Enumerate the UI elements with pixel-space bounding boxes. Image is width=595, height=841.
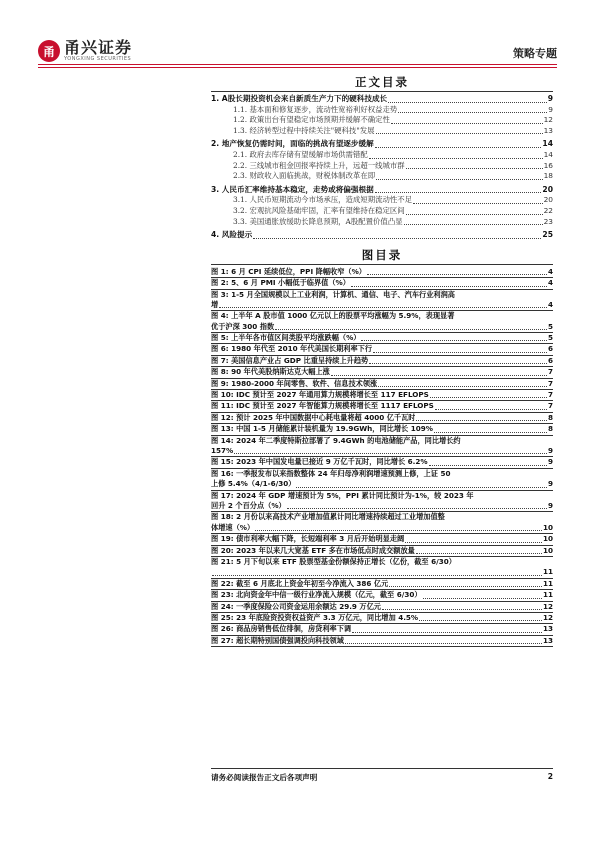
figure-caption: 图 7: 美国信息产业占 GDP 比重呈持续上升趋势 xyxy=(211,355,369,365)
figure-caption: 图 19: 债市利率大幅下降，长短端利率 3 月后开始明显走阔 xyxy=(211,534,405,544)
leader-dots xyxy=(404,224,543,225)
figure-caption: 图 3: 1-5 月全国规模以上工业利润，计算机、通信、电子、汽车行业利润高 xyxy=(211,289,455,299)
leader-dots xyxy=(219,307,547,308)
figure-caption-tail-line xyxy=(211,300,553,310)
toc-subsection-item[interactable] xyxy=(211,171,553,182)
toc-section-heading-page: 25 xyxy=(542,230,553,240)
figure-page: 9 xyxy=(547,479,553,489)
leader-dots xyxy=(389,586,542,587)
figure-page: 8 xyxy=(547,424,553,434)
leader-dots xyxy=(275,329,547,330)
leader-dots xyxy=(287,508,547,509)
figure-page: 12 xyxy=(542,601,553,611)
toc-section-heading[interactable] xyxy=(211,94,553,105)
figure-caption-continuation: 增 xyxy=(211,299,219,309)
figure-page: 6 xyxy=(547,355,553,365)
figure-list-item[interactable] xyxy=(211,278,553,289)
toc-subsection-item[interactable] xyxy=(211,206,553,217)
figure-page: 11 xyxy=(542,567,553,577)
figure-page: 12 xyxy=(542,612,553,622)
figure-caption: 图 23: 北向资金年中信一级行业净流入规模（亿元，截至 6/30） xyxy=(211,590,422,600)
leader-dots xyxy=(373,352,547,353)
toc-title: 正文目录 xyxy=(355,75,409,89)
leader-dots xyxy=(406,214,543,215)
figure-caption-continuation: 上修 5.4%（4/1-6/30） xyxy=(211,479,296,489)
header-divider xyxy=(38,64,557,65)
figure-caption: 图 27: 超长期特别国债强调投向科技领域 xyxy=(211,635,344,645)
figure-list-item[interactable] xyxy=(211,267,553,278)
toc-subsection-item-page: 14 xyxy=(543,149,553,159)
figure-caption: 图 20: 2023 年以来几大宽基 ETF 多在市场低点时成交额放量 xyxy=(211,545,415,555)
figure-toc-list xyxy=(211,267,553,647)
figure-caption-continuation: 回升 2 个百分点（%） xyxy=(211,500,286,510)
toc-subsection-item-page: 22 xyxy=(543,205,553,215)
toc-title-rule xyxy=(211,91,553,92)
figure-caption: 图 5: 上半年各市值区间类股平均涨跌幅（%） xyxy=(211,333,361,343)
toc-subsection-item-label: 2.1. 政府去库存储有望缓解市场供需错配 xyxy=(233,149,368,159)
figure-caption: 图 9: 1980-2000 年间零售、软件、信息技术领涨 xyxy=(211,378,378,388)
figure-list-item[interactable] xyxy=(211,512,553,534)
figure-caption: 图 18: 2 月份以来高技术产业增加值累计同比增速持续超过工业增加值整 xyxy=(211,512,445,522)
figure-caption: 图 6: 1980 年代至 2010 年代美国长期利率下行 xyxy=(211,344,373,354)
figure-page: 10 xyxy=(542,545,553,555)
figure-page: 7 xyxy=(547,390,553,400)
leader-dots xyxy=(361,340,547,341)
toc-section-heading-page: 20 xyxy=(542,184,553,194)
leader-dots xyxy=(369,363,547,364)
figure-caption: 图 11: IDC 预计至 2027 年智能算力规模将增长至 1117 EFLOPS xyxy=(211,401,434,411)
figure-caption-continuation: 157% xyxy=(211,446,234,455)
figure-page: 9 xyxy=(547,446,553,455)
leader-dots xyxy=(375,147,542,148)
leader-dots xyxy=(253,238,541,239)
toc-section xyxy=(211,185,553,227)
figure-caption: 图 4: 上半年 A 股市值 1000 亿元以上的股票平均涨幅为 5.9%，表现显著 xyxy=(211,311,455,321)
company-logo xyxy=(38,40,132,62)
figure-caption: 图 22: 截至 6 月底北上资金年初至今净流入 386 亿元 xyxy=(211,578,389,588)
figure-page: 4 xyxy=(547,266,553,276)
toc-subsection-item-label: 2.2. 三线城市租金回报率持续上升，远超一线城市群 xyxy=(233,160,405,170)
leader-dots xyxy=(406,168,543,169)
figure-list-item[interactable] xyxy=(211,290,553,312)
leader-dots xyxy=(378,386,547,387)
figure-caption: 图 15: 2023 年中国发电量已接近 9 万亿千瓦时，同比增长 6.2% xyxy=(211,457,428,467)
logo-name-en: YONGXING SECURITIES xyxy=(64,56,132,62)
figure-list-item[interactable] xyxy=(211,401,553,412)
figure-list-item[interactable] xyxy=(211,424,553,435)
report-type-label: 策略专题 xyxy=(513,47,557,60)
figure-caption: 图 26: 商品房销售低位徘徊，房贷利率下调 xyxy=(211,624,352,634)
toc-subsection-item-label: 3.1. 人民币短期流动今市场承压，造成短期流动性不足 xyxy=(233,195,413,205)
figure-caption: 图 21: 5 月下旬以来 ETF 股票型基金份额保持正增长（亿份，截至 6/30） xyxy=(211,556,456,566)
figure-list-item[interactable] xyxy=(211,311,553,333)
figure-page: 7 xyxy=(547,378,553,388)
toc-subsection-item-page: 12 xyxy=(543,115,553,125)
figure-page: 7 xyxy=(547,367,553,377)
figure-caption-continuation: 优于沪深 300 指数 xyxy=(211,321,275,331)
toc-subsection-item[interactable] xyxy=(211,126,553,137)
leader-dots xyxy=(416,553,542,554)
figure-page: 10 xyxy=(542,534,553,544)
page-header xyxy=(0,0,595,70)
figure-list-item[interactable] xyxy=(211,457,553,468)
toc-subsection-item-label: 1.2. 政策出台有望稳定市场预期并缓解不确定性 xyxy=(233,115,390,125)
toc-section-heading-label: 3. 人民币汇率维持基本稳定，走势或将偏强根据 xyxy=(211,184,374,194)
leader-dots xyxy=(331,375,547,376)
figure-list-title: 图目录 xyxy=(361,247,403,262)
figure-page: 11 xyxy=(542,578,553,588)
figure-caption: 图 14: 2024 年二季度特斯拉部署了 9.4GWh 的电池储能产品，同比增长约 xyxy=(211,435,461,445)
leader-dots xyxy=(398,112,547,113)
figure-list-item[interactable] xyxy=(211,546,553,557)
toc-subsection-item[interactable] xyxy=(211,161,553,172)
leader-dots xyxy=(416,420,547,421)
figure-page: 10 xyxy=(542,522,553,532)
figure-page: 5 xyxy=(547,333,553,343)
figure-list-item[interactable] xyxy=(211,413,553,424)
logo-mark-icon: 甬 xyxy=(38,40,60,62)
figure-list-item[interactable] xyxy=(211,469,553,491)
leader-dots xyxy=(376,179,542,180)
leader-dots xyxy=(419,620,542,621)
figure-list-item[interactable] xyxy=(211,579,553,590)
figure-list-item[interactable] xyxy=(211,624,553,635)
toc-subsection-item-page: 16 xyxy=(543,160,553,170)
page-number: 2 xyxy=(547,772,553,781)
leader-dots xyxy=(429,465,547,466)
figure-caption-tail-line xyxy=(211,479,553,489)
toc-section-heading-page: 9 xyxy=(547,94,553,103)
leader-dots xyxy=(376,133,543,134)
text-toc-list xyxy=(211,94,553,241)
figure-page: 8 xyxy=(547,412,553,422)
leader-dots xyxy=(405,542,542,543)
figure-list-item[interactable] xyxy=(211,379,553,390)
toc-subsection-item-label: 1.1. 基本面和修复逐步，流动性宽裕利好权益走势 xyxy=(233,104,398,114)
figure-caption: 图 1: 6 月 CPI 延续低位，PPI 降幅收窄（%） xyxy=(211,266,366,276)
toc-section-heading[interactable] xyxy=(211,185,553,196)
figure-caption-tail-line xyxy=(211,523,553,533)
figure-caption-tail-line xyxy=(211,322,553,332)
figure-caption: 图 8: 90 年代美股纳斯达克大幅上涨 xyxy=(211,367,330,377)
figure-list-item[interactable] xyxy=(211,557,553,579)
leader-dots xyxy=(391,123,543,124)
toc-section-heading-label: 4. 风险提示 xyxy=(211,230,253,240)
figure-list-item[interactable] xyxy=(211,390,553,401)
toc-subsection-item-label: 3.2. 宏观抗风险基础牢固，汇率有望维持在稳定区间 xyxy=(233,205,405,215)
toc-subsection-item[interactable] xyxy=(211,115,553,126)
toc-subsection-item-page: 20 xyxy=(543,195,553,205)
leader-dots xyxy=(234,453,547,454)
toc-section-heading-label: 1. A股长期投资机会来自新质生产力下的硬科技成长 xyxy=(211,94,388,103)
figure-caption-tail-line xyxy=(211,567,553,577)
figure-page: 4 xyxy=(547,299,553,309)
leader-dots xyxy=(423,598,542,599)
logo-name-cn: 甬兴证券 xyxy=(64,38,133,57)
contents-column xyxy=(211,74,553,647)
figure-list-item[interactable] xyxy=(211,491,553,513)
figure-list-item[interactable] xyxy=(211,602,553,613)
figure-list-item[interactable] xyxy=(211,333,553,344)
figure-page: 6 xyxy=(547,344,553,354)
toc-section-heading[interactable] xyxy=(211,139,553,150)
leader-dots xyxy=(388,102,547,103)
footer-disclaimer: 请务必阅读报告正文后各项声明 xyxy=(211,773,318,782)
figure-page: 5 xyxy=(547,321,553,331)
toc-section-heading-label: 2. 地产恢复仍需时间，面临的挑战有望逐步缓解 xyxy=(211,139,374,149)
toc-subsection-item-label: 1.3. 经济转型过程中持续关注"硬科技"发展 xyxy=(233,125,375,135)
figure-caption-continuation: 体增速（%） xyxy=(211,522,255,532)
toc-subsection-item-page: 9 xyxy=(548,104,553,114)
figure-caption: 图 25: 23 年底险资投资权益资产 3.3 万亿元，同比增加 4.5% xyxy=(211,612,419,622)
figure-caption-tail-line xyxy=(211,501,553,511)
toc-section-heading-page: 14 xyxy=(542,139,553,149)
toc-subsection-item[interactable] xyxy=(211,217,553,228)
figure-page: 7 xyxy=(547,401,553,411)
toc-subsection-item-page: 23 xyxy=(543,216,553,226)
toc-subsection-item[interactable] xyxy=(211,105,553,116)
leader-dots xyxy=(382,609,542,610)
leader-dots xyxy=(413,203,543,204)
header-divider-thin xyxy=(38,67,557,68)
figure-caption: 图 12: 预计 2025 年中国数据中心耗电量将超 4000 亿千瓦时 xyxy=(211,412,416,422)
figure-list-item[interactable] xyxy=(211,367,553,378)
figure-page: 9 xyxy=(547,500,553,510)
toc-section-heading[interactable] xyxy=(211,230,553,241)
leader-dots xyxy=(367,274,547,275)
toc-section xyxy=(211,230,553,241)
leader-dots xyxy=(212,575,542,576)
toc-section xyxy=(211,94,553,136)
figure-caption: 图 16: 一季报发布以来指数整体 24 年归母净利润增速预测上修，上证 50 xyxy=(211,468,451,478)
toc-subsection-item[interactable] xyxy=(211,150,553,161)
figure-caption: 图 24: 一季度保险公司资金运用余额达 29.9 万亿元 xyxy=(211,601,381,611)
leader-dots xyxy=(255,530,542,531)
leader-dots xyxy=(352,632,542,633)
figure-list-title-rule xyxy=(211,264,553,265)
leader-dots xyxy=(296,487,547,488)
figure-page: 11 xyxy=(542,590,553,600)
figure-caption: 图 2: 5、6 月 PMI 小幅低于临界值（%） xyxy=(211,278,350,288)
leader-dots xyxy=(375,192,542,193)
toc-subsection-item-label: 3.3. 美国通胀放缓助长降息预期，A股配置价值凸显 xyxy=(233,216,403,226)
leader-dots xyxy=(435,409,547,410)
page-footer xyxy=(211,768,553,783)
toc-subsection-item-page: 13 xyxy=(543,125,553,135)
leader-dots xyxy=(434,432,547,433)
figure-list-item[interactable] xyxy=(211,436,553,458)
figure-caption: 图 10: IDC 预计至 2027 年通用算力规模将增长至 117 EFLOPS xyxy=(211,390,429,400)
figure-list-item[interactable] xyxy=(211,534,553,545)
leader-dots xyxy=(369,158,543,159)
toc-subsection-item[interactable] xyxy=(211,195,553,206)
leader-dots xyxy=(430,397,547,398)
toc-subsection-item-page: 18 xyxy=(543,171,553,181)
figure-list-item[interactable] xyxy=(211,356,553,367)
figure-page: 9 xyxy=(547,457,553,467)
figure-list-item[interactable] xyxy=(211,636,553,647)
figure-caption: 图 13: 中国 1-5 月储能累计装机量为 19.9GWh，同比增长 109% xyxy=(211,424,433,434)
leader-dots xyxy=(345,643,542,644)
figure-list-item[interactable] xyxy=(211,613,553,624)
leader-dots xyxy=(351,286,547,287)
figure-page: 13 xyxy=(542,624,553,634)
figure-caption-tail-line xyxy=(211,446,553,456)
figure-caption: 图 17: 2024 年 GDP 增速预计为 5%，PPI 累计同比预计为-1%，较 2023 年 xyxy=(211,490,474,500)
toc-section xyxy=(211,139,553,181)
toc-subsection-item-label: 2.3. 财政收入面临挑战，财税体制改革在即 xyxy=(233,171,376,181)
figure-list-item[interactable] xyxy=(211,344,553,355)
figure-page: 13 xyxy=(542,635,553,645)
figure-list-item[interactable] xyxy=(211,590,553,601)
figure-page: 4 xyxy=(547,278,553,288)
